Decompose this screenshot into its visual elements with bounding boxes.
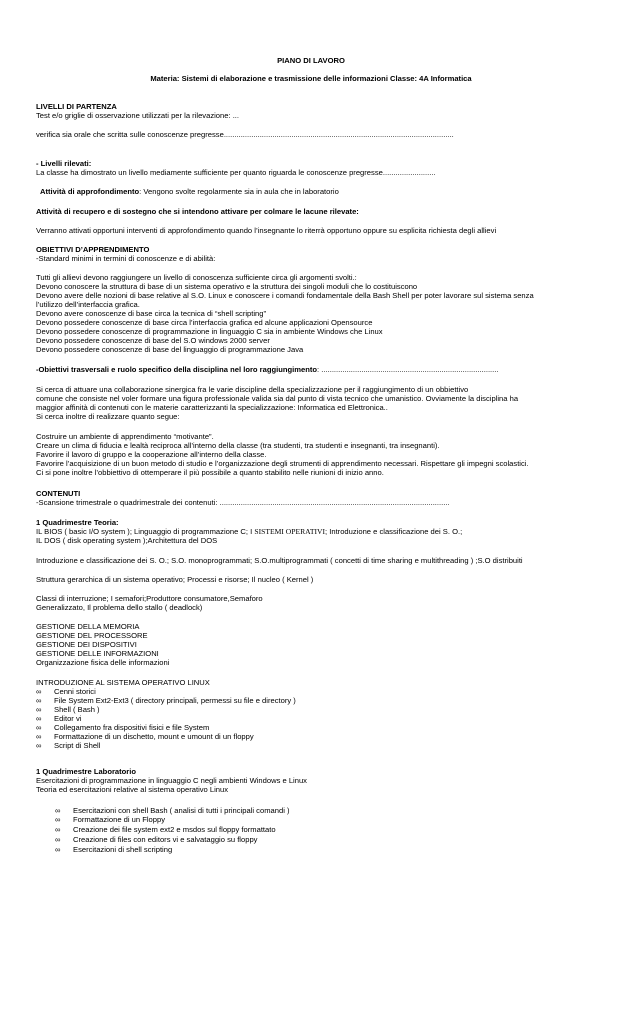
document-subtitle: Materia: Sistemi di elaborazione e trasmissione delle informazioni Classe: 4A Informatica — [150, 74, 472, 83]
approfondimento-line — [40, 187, 339, 196]
livelli-heading: LIVELLI DI PARTENZA — [36, 102, 117, 111]
trasversali-line — [36, 365, 499, 374]
classi-line: Classi di interruzione; I semafori;Produttore consumatore,Semaforo — [36, 594, 263, 603]
obiettivi-line: Devono avere conoscenze di base circa la tecnica di “shell scripting” — [36, 309, 267, 318]
paragraph-line: Favorire il lavoro di gruppo e la cooperazione all’interno della classe. — [36, 450, 267, 459]
paragraph-line: Ci si pone inoltre l’obbiettivo di ottemperare il più possibile a quanto stabilito nelle riunioni di inizio anno. — [36, 468, 384, 477]
classi-line: Generalizzato, Il problema dello stallo ( deadlock) — [36, 603, 203, 612]
paragraph-line: Creare un clima di fiducia e lealtà reciproca all’interno della classe (tra studenti, tra studenti e insegnanti, tra insegnanti). — [36, 441, 440, 450]
infinity-bullet-icon: ∞ — [36, 714, 42, 723]
approfondimento-text: : Vengono svolte regolarmente sia in aula che in laboratorio — [139, 187, 339, 196]
obiettivi-line: l’utilizzo dell’interfaccia grafica. — [36, 300, 140, 309]
linux-item: File System Ext2-Ext3 ( directory principali, permessi su file e directory ) — [54, 696, 296, 705]
q1-teoria-heading: 1 Quadrimestre Teoria: — [36, 518, 119, 527]
paragraph-line: Costruire un ambiente di apprendimento “motivante”. — [36, 432, 214, 441]
obiettivi-line: Devono possedere conoscenze di programmazione in linguaggio C sia in ambiente Windows che Linux — [36, 327, 383, 336]
linux-heading: INTRODUZIONE AL SISTEMA OPERATIVO LINUX — [36, 678, 210, 687]
obiettivi-line: Devono possedere conoscenze di base del linguaggio di programmazione Java — [36, 345, 304, 354]
obiettivi-line: Tutti gli allievi devono raggiungere un livello di conoscenza sufficiente circa gli argomenti svolti.: — [36, 273, 357, 282]
intro-so-line: Introduzione e classificazione dei S. O.; S.O. monoprogrammati; S.O.multiprogrammati ( concetti di time sharing e multithreading ) ;S.O distribuiti — [36, 556, 523, 565]
livelli-test: Test e/o griglie di osservazione utilizzati per la rilevazione: ... — [36, 111, 240, 120]
obiettivi-heading: OBIETTIVI D’APPRENDIMENTO — [36, 245, 150, 254]
paragraph-line: Si cerca di attuare una collaborazione sinergica fra le varie discipline della specializzazione per il raggiungimento di un obbiettivo — [36, 385, 469, 394]
approfondimento-label: Attività di approfondimento — [40, 187, 140, 196]
linux-item: Editor vi — [54, 714, 82, 723]
infinity-bullet-icon: ∞ — [36, 732, 42, 741]
recupero-heading: Attività di recupero e di sostegno che si intendono attivare per colmare le lacune rilevate: — [36, 207, 359, 216]
infinity-bullet-icon: ∞ — [55, 806, 61, 815]
linux-item: Cenni storici — [54, 687, 96, 696]
gestione-line: Organizzazione fisica delle informazioni — [36, 658, 170, 667]
dos-line: IL DOS ( disk operating system );Architettura del DOS — [36, 536, 218, 545]
linux-item: Shell ( Bash ) — [54, 705, 100, 714]
paragraph-line: Si cerca inoltre di realizzare quanto segue: — [36, 412, 180, 421]
linux-item: Script di Shell — [54, 741, 101, 750]
livelli-rilevati-heading: - Livelli rilevati: — [36, 159, 92, 168]
infinity-bullet-icon: ∞ — [36, 723, 42, 732]
bios-line — [36, 527, 462, 536]
obiettivi-line: Devono possedere conoscenze di base circa l’interfaccia grafica ed alcune applicazioni Opensource — [36, 318, 373, 327]
infinity-bullet-icon: ∞ — [36, 687, 42, 696]
infinity-bullet-icon: ∞ — [36, 696, 42, 705]
lab-item: Formattazione di un Floppy — [73, 815, 166, 824]
lab-item: Creazione dei file system ext2 e msdos sul floppy formattato — [73, 825, 276, 834]
paragraph-line: comune che consiste nel voler formare una figura professionale valida sia dal punto di vista tecnico che umanistico. Ovviamente la disciplina ha — [36, 394, 519, 403]
infinity-bullet-icon: ∞ — [55, 825, 61, 834]
paragraph-line: maggior affinità di contenuti con le materie caratterizzanti la specializzazione: Informatica ed Elettronica.. — [36, 403, 388, 412]
gestione-line: GESTIONE DELLA MEMORIA — [36, 622, 140, 631]
infinity-bullet-icon: ∞ — [55, 815, 61, 824]
recupero-text: Verranno attivati opportuni interventi di approfondimento quando l’insegnante lo riterrà opportuno oppure su esplicita richiesta degli allievi — [36, 226, 497, 235]
trasversali-dots: : .................................................................................... — [317, 365, 499, 374]
trasversali-label: -Obiettivi trasversali e ruolo specifico della disciplina nel loro raggiungimento — [36, 365, 318, 374]
infinity-bullet-icon: ∞ — [55, 835, 61, 844]
obiettivi-line: Devono conoscere la struttura di base di un sistema operativo e la struttura dei singoli moduli che lo costituiscono — [36, 282, 418, 291]
linux-item: Collegamento fra dispositivi fisici e file System — [54, 723, 210, 732]
bios-text-b: ; Introduzione e classificazione dei S. O.; — [325, 527, 463, 536]
bios-text-serif: SISTEMI OPERATIVI — [254, 527, 326, 536]
obiettivi-line: Devono possedere conoscenze di base del S.O windows 2000 server — [36, 336, 270, 345]
lab-line: Esercitazioni di programmazione in linguaggio C negli ambienti Windows e Linux — [36, 776, 307, 785]
q1-lab-heading: 1 Quadrimestre Laboratorio — [36, 767, 137, 776]
livelli-verifica: verifica sia orale che scritta sulle conoscenze pregresse............................................................................................................. — [36, 130, 454, 139]
lab-line: Teoria ed esercitazioni relative al sistema operativo Linux — [36, 785, 229, 794]
lab-item: Esercitazioni di shell scripting — [73, 845, 173, 854]
infinity-bullet-icon: ∞ — [55, 845, 61, 854]
obiettivi-line: Devono avere delle nozioni di base relative al S.O. Linux e conoscere i comandi fondamentale della Bash Shell per poter lavorare sul sistema senza — [36, 291, 534, 300]
document-title: PIANO DI LAVORO — [277, 56, 345, 65]
gestione-line: GESTIONE DEL PROCESSORE — [36, 631, 148, 640]
contenuti-heading: CONTENUTI — [36, 489, 81, 498]
infinity-bullet-icon: ∞ — [36, 741, 42, 750]
gestione-line: GESTIONE DELLE INFORMAZIONI — [36, 649, 159, 658]
struttura-line: Struttura gerarchica di un sistema operativo; Processi e risorse; Il nucleo ( Kernel ) — [36, 575, 314, 584]
bios-text-a: IL BIOS ( basic I/O system ); Linguaggio di programmazione C; I — [36, 527, 255, 536]
contenuti-scansione: -Scansione trimestrale o quadrimestrale dei contenuti: ............................................................................................................. — [36, 498, 450, 507]
linux-item: Formattazione di un dischetto, mount e umount di un floppy — [54, 732, 254, 741]
lab-item: Esercitazioni con shell Bash ( analisi di tutti i principali comandi ) — [73, 806, 290, 815]
gestione-line: GESTIONE DEI DISPOSITIVI — [36, 640, 137, 649]
obiettivi-standard: -Standard minimi in termini di conoscenze e di abilità: — [36, 254, 216, 263]
lab-item: Creazione di files con editors vi e salvataggio su floppy — [73, 835, 258, 844]
infinity-bullet-icon: ∞ — [36, 705, 42, 714]
livelli-rilevati-text: La classe ha dimostrato un livello mediamente sufficiente per quanto riguarda le conoscenze pregresse......................... — [36, 168, 436, 177]
paragraph-line: Favorire l’acquisizione di un buon metodo di studio e l’organizzazione degli strumenti di apprendimento necessari. Rispettare gli impegni scolastici. — [36, 459, 529, 468]
